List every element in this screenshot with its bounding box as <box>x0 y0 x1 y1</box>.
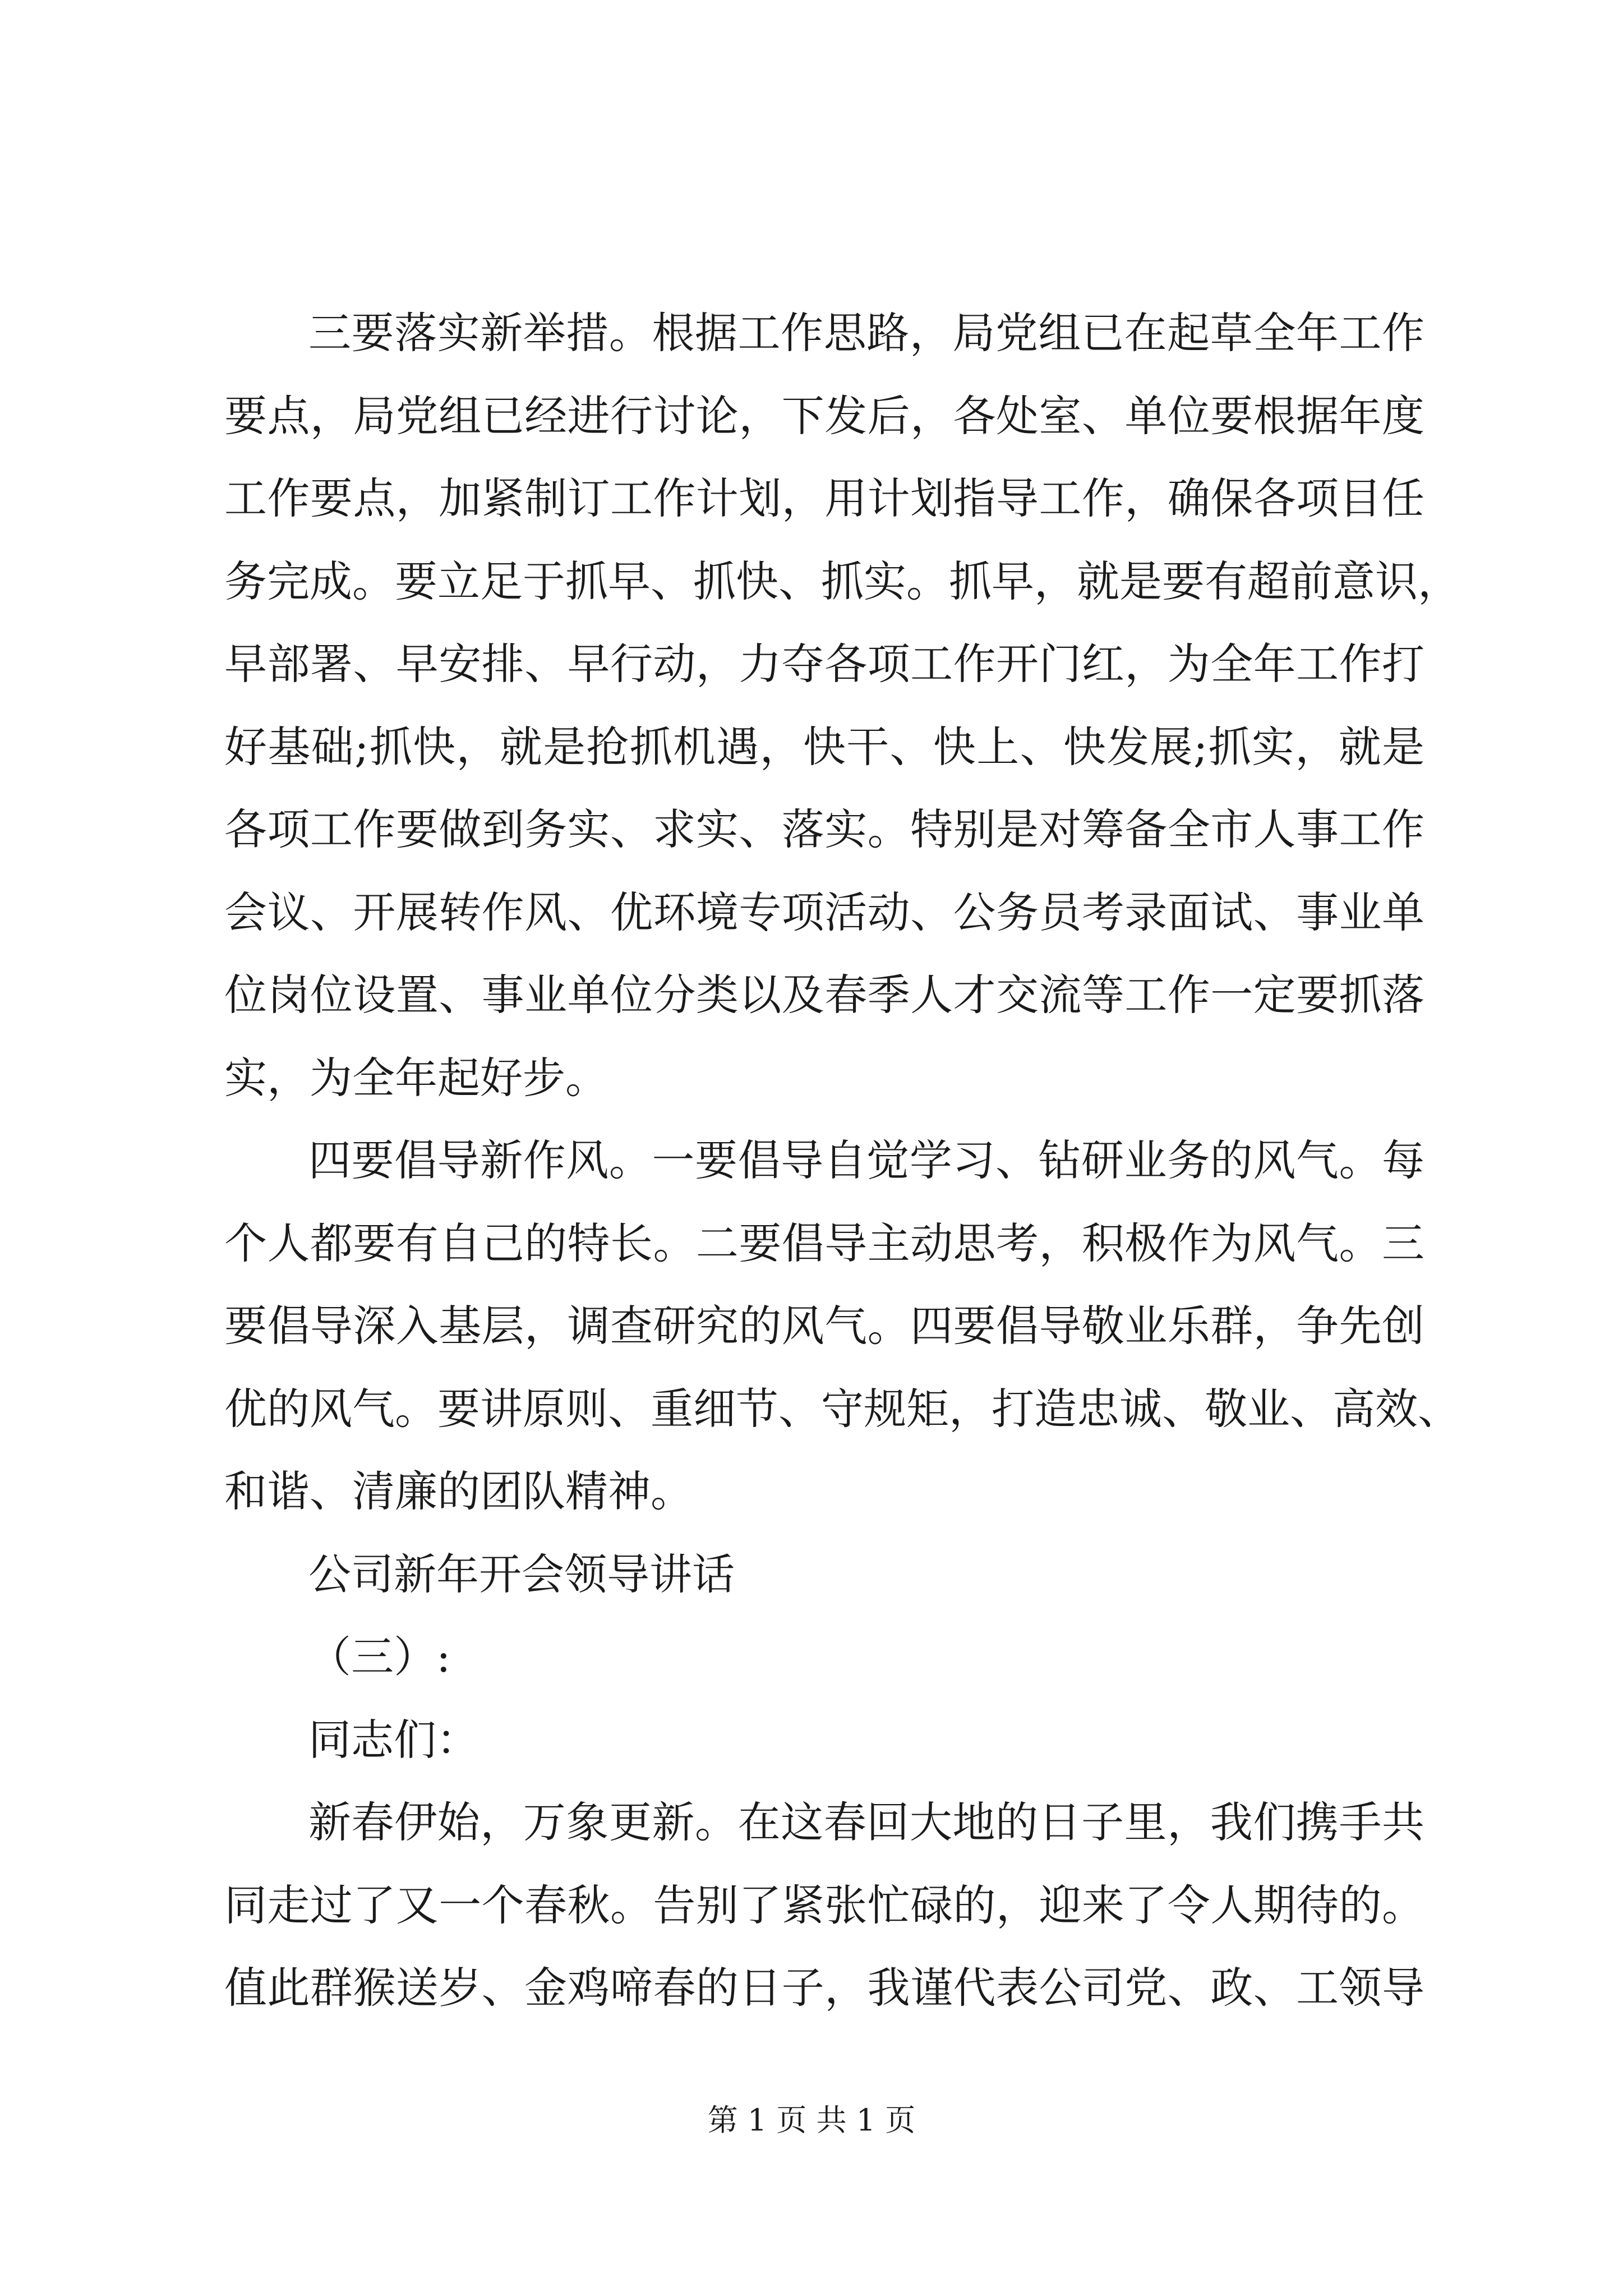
paragraph-new-style <box>224 1119 1460 1533</box>
text-line: 要倡导深入基层，调查研究的风气。四要倡导敬业乐群，争先创 <box>224 1301 1424 1351</box>
document-body <box>224 292 1460 2030</box>
text-line: 好基础;抓快，就是抢抓机遇，快干、快上、快发展;抓实，就是 <box>224 721 1424 772</box>
salutation: 同志们： <box>308 1714 479 1765</box>
text-line: 要点，局党组已经进行讨论，下发后，各处室、单位要根据年度 <box>224 390 1424 441</box>
text-line: 同走过了又一个春秋。告别了紧张忙碌的，迎来了令人期待的。 <box>224 1880 1424 1930</box>
text-line: 值此群猴送岁、金鸡啼春的日子，我谨代表公司党、政、工领导 <box>224 1963 1424 2013</box>
text-line: 四要倡导新作风。一要倡导自觉学习、钻研业务的风气。每 <box>308 1135 1424 1185</box>
text-line: 和谐、清廉的团队精神。 <box>224 1466 693 1516</box>
text-line: 工作要点，加紧制订工作计划，用计划指导工作，确保各项目任 <box>224 473 1424 523</box>
section-heading: 公司新年开会领导讲话 <box>308 1549 735 1599</box>
paragraph-new-measures <box>224 292 1460 1119</box>
text-line: 会议、开展转作风、优环境专项活动、公务员考录面试、事业单 <box>224 887 1424 937</box>
text-line: 三要落实新举措。根据工作思路，局党组已在起草全年工作 <box>308 308 1424 358</box>
text-line: 个人都要有自己的特长。二要倡导主动思考，积极作为风气。三 <box>224 1218 1424 1268</box>
paragraph-new-year <box>224 1781 1424 2030</box>
text-line: 务完成。要立足于抓早、抓快、抓实。抓早，就是要有超前意识， <box>224 556 1460 606</box>
section-label: （三）: <box>308 1632 451 1682</box>
text-line: 实，为全年起好步。 <box>224 1052 608 1103</box>
text-line: 新春伊始，万象更新。在这春回大地的日子里，我们携手共 <box>308 1797 1424 1847</box>
page-footer: 第 1 页 共 1 页 <box>707 2102 916 2138</box>
text-line: 各项工作要做到务实、求实、落实。特别是对筹备全市人事工作 <box>224 804 1424 854</box>
text-line: 优的风气。要讲原则、重细节、守规矩，打造忠诚、敬业、高效、 <box>224 1383 1460 1434</box>
text-line: 早部署、早安排、早行动，力夺各项工作开门红，为全年工作打 <box>224 639 1424 689</box>
text-line: 位岗位设置、事业单位分类以及春季人才交流等工作一定要抓落 <box>224 970 1424 1020</box>
